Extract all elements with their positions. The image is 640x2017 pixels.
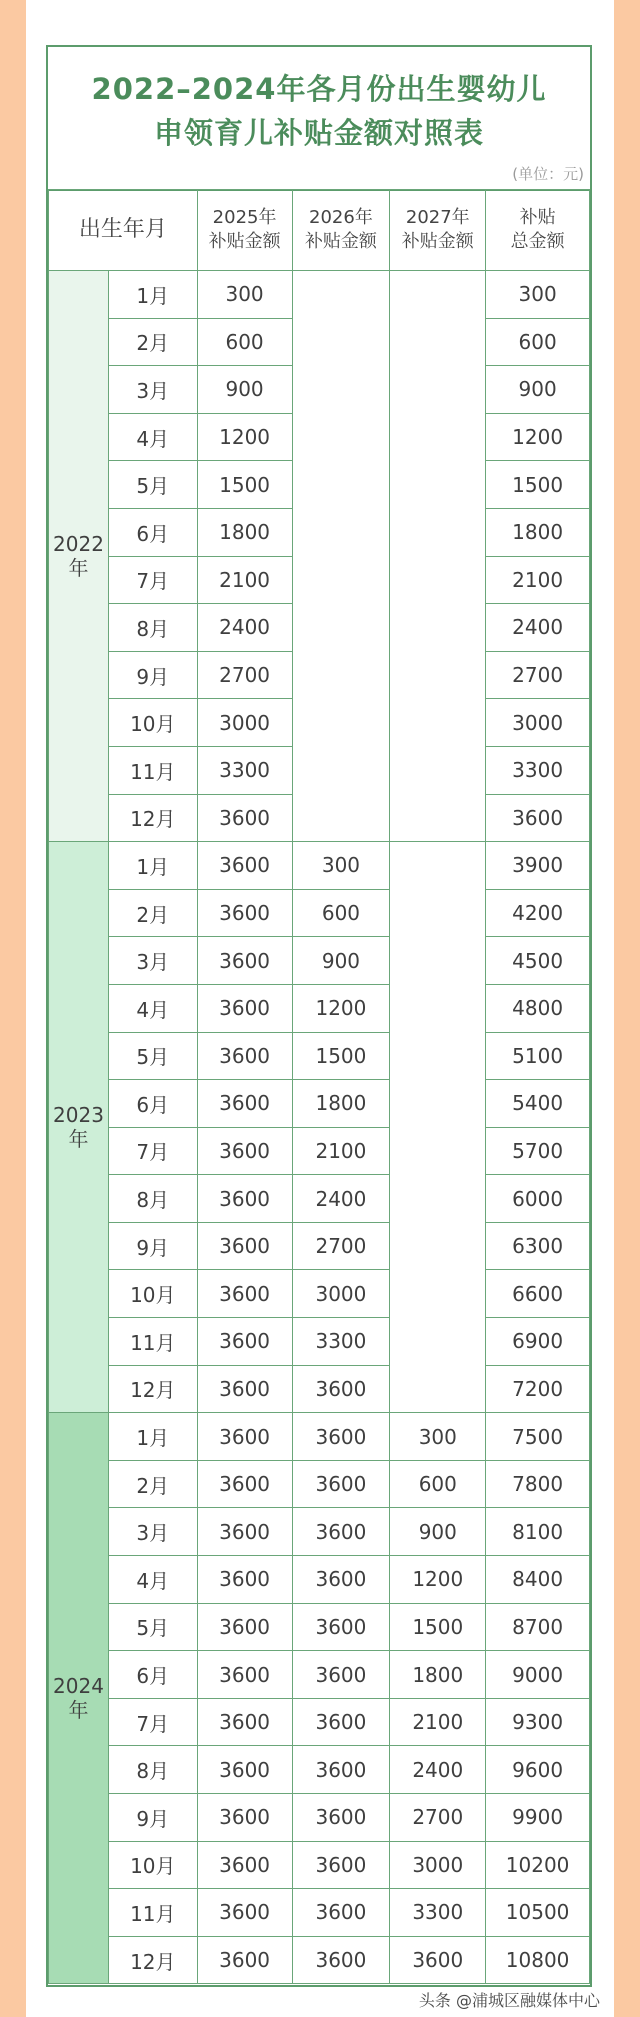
document-sheet <box>26 0 614 2017</box>
watermark: 头条 @浦城区融媒体中心 <box>418 1991 600 2010</box>
amount-total: 1500 <box>486 461 590 509</box>
year-cell <box>49 271 109 842</box>
amount-total: 2100 <box>486 556 590 604</box>
amount-total: 8100 <box>486 1508 590 1556</box>
month-cell: 7月 <box>108 1127 197 1175</box>
amount-2025: 3600 <box>197 1556 292 1604</box>
amount-2027: 1500 <box>390 1603 486 1651</box>
month-cell: 2月 <box>108 1460 197 1508</box>
month-cell: 12月 <box>108 794 197 842</box>
amount-2026: 3600 <box>292 1365 390 1413</box>
amount-2026: 3600 <box>292 1698 390 1746</box>
title-line-1: 2022–2024年各月份出生婴幼儿 <box>91 72 547 106</box>
month-cell: 7月 <box>108 556 197 604</box>
amount-2025: 3600 <box>197 1936 292 1984</box>
amount-2026: 3600 <box>292 1794 390 1842</box>
amount-2025: 3600 <box>197 1318 292 1366</box>
month-cell: 7月 <box>108 1698 197 1746</box>
header-2025-year: 2025年 <box>212 207 277 228</box>
amount-2027: 3600 <box>390 1936 486 1984</box>
table-row <box>49 1222 590 1270</box>
amount-total: 5400 <box>486 1080 590 1128</box>
amount-2026: 3600 <box>292 1508 390 1556</box>
amount-total: 7500 <box>486 1413 590 1461</box>
amount-total: 1200 <box>486 413 590 461</box>
amount-2027: 2700 <box>390 1794 486 1842</box>
header-2027 <box>390 190 486 271</box>
year-suffix: 年 <box>68 556 89 581</box>
amount-total: 4800 <box>486 984 590 1032</box>
amount-2025: 3600 <box>197 1698 292 1746</box>
table-row <box>49 842 590 890</box>
month-cell: 8月 <box>108 1746 197 1794</box>
amount-total: 6900 <box>486 1318 590 1366</box>
table-row <box>49 1651 590 1699</box>
amount-total: 3600 <box>486 794 590 842</box>
amount-2026: 3300 <box>292 1318 390 1366</box>
amount-2025: 3600 <box>197 1841 292 1889</box>
year-suffix: 年 <box>68 1698 89 1723</box>
amount-2027: 1200 <box>390 1556 486 1604</box>
amount-total: 300 <box>486 271 590 319</box>
month-cell: 9月 <box>108 1794 197 1842</box>
table-row <box>49 1556 590 1604</box>
amount-2026: 3600 <box>292 1460 390 1508</box>
amount-total: 8700 <box>486 1603 590 1651</box>
month-cell: 9月 <box>108 651 197 699</box>
amount-2025: 3600 <box>197 1651 292 1699</box>
amount-2027-empty <box>390 271 486 842</box>
table-row <box>49 1794 590 1842</box>
month-cell: 11月 <box>108 1889 197 1937</box>
amount-2025: 900 <box>197 366 292 414</box>
month-cell: 2月 <box>108 318 197 366</box>
table-row <box>49 1413 590 1461</box>
amount-2026: 3600 <box>292 1889 390 1937</box>
amount-2026: 3600 <box>292 1603 390 1651</box>
month-cell: 1月 <box>108 271 197 319</box>
month-cell: 1月 <box>108 842 197 890</box>
table-row <box>49 1508 590 1556</box>
year-number: 2024 <box>53 1674 104 1699</box>
amount-total: 10500 <box>486 1889 590 1937</box>
header-total-line2: 总金额 <box>510 231 565 252</box>
month-cell: 10月 <box>108 699 197 747</box>
amount-2025: 3600 <box>197 1270 292 1318</box>
table-row <box>49 984 590 1032</box>
month-cell: 3月 <box>108 937 197 985</box>
amount-2025: 3600 <box>197 937 292 985</box>
month-cell: 6月 <box>108 508 197 556</box>
amount-total: 1800 <box>486 508 590 556</box>
table-row <box>49 1365 590 1413</box>
table-row <box>49 271 590 319</box>
table-row <box>49 1746 590 1794</box>
amount-2025: 3600 <box>197 794 292 842</box>
header-2026-label: 补贴金额 <box>304 231 377 252</box>
amount-total: 9000 <box>486 1651 590 1699</box>
amount-total: 5700 <box>486 1127 590 1175</box>
table-row <box>49 1698 590 1746</box>
amount-2025: 1200 <box>197 413 292 461</box>
table-row <box>49 1175 590 1223</box>
amount-2025: 1500 <box>197 461 292 509</box>
table-row <box>49 1127 590 1175</box>
header-2025 <box>197 190 292 271</box>
amount-2026: 3600 <box>292 1413 390 1461</box>
table-row <box>49 1841 590 1889</box>
amount-2025: 3600 <box>197 1175 292 1223</box>
month-cell: 6月 <box>108 1651 197 1699</box>
table-row <box>49 1603 590 1651</box>
header-total <box>486 190 590 271</box>
header-row <box>49 190 590 271</box>
year-cell <box>49 842 109 1413</box>
amount-total: 2700 <box>486 651 590 699</box>
amount-2025: 3000 <box>197 699 292 747</box>
table-row <box>49 1032 590 1080</box>
amount-2026: 3600 <box>292 1746 390 1794</box>
amount-2025: 3600 <box>197 1794 292 1842</box>
month-cell: 4月 <box>108 984 197 1032</box>
header-2027-label: 补贴金额 <box>401 231 474 252</box>
month-cell: 12月 <box>108 1936 197 1984</box>
month-cell: 3月 <box>108 1508 197 1556</box>
amount-2025: 600 <box>197 318 292 366</box>
amount-total: 9600 <box>486 1746 590 1794</box>
amount-2026: 900 <box>292 937 390 985</box>
amount-2027-empty <box>390 842 486 1413</box>
amount-2027: 600 <box>390 1460 486 1508</box>
month-cell: 6月 <box>108 1080 197 1128</box>
amount-2026: 2400 <box>292 1175 390 1223</box>
amount-2027: 900 <box>390 1508 486 1556</box>
amount-total: 900 <box>486 366 590 414</box>
header-2027-year: 2027年 <box>405 207 470 228</box>
amount-total: 6000 <box>486 1175 590 1223</box>
table-row <box>49 937 590 985</box>
header-birth: 出生年月 <box>49 190 198 271</box>
amount-2026: 3600 <box>292 1841 390 1889</box>
table-row <box>49 1460 590 1508</box>
month-cell: 4月 <box>108 1556 197 1604</box>
amount-2026: 3600 <box>292 1936 390 1984</box>
amount-2027: 2400 <box>390 1746 486 1794</box>
header-total-line1: 补贴 <box>519 207 556 228</box>
amount-total: 3000 <box>486 699 590 747</box>
month-cell: 10月 <box>108 1270 197 1318</box>
table-row <box>49 1936 590 1984</box>
amount-2027: 300 <box>390 1413 486 1461</box>
amount-2026: 2700 <box>292 1222 390 1270</box>
amount-2026: 1200 <box>292 984 390 1032</box>
amount-total: 10200 <box>486 1841 590 1889</box>
month-cell: 5月 <box>108 461 197 509</box>
amount-total: 9300 <box>486 1698 590 1746</box>
amount-2025: 2700 <box>197 651 292 699</box>
year-number: 2023 <box>53 1103 104 1128</box>
amount-2025: 3600 <box>197 1365 292 1413</box>
amount-2026: 3600 <box>292 1556 390 1604</box>
header-2026 <box>292 190 390 271</box>
month-cell: 5月 <box>108 1603 197 1651</box>
year-suffix: 年 <box>68 1127 89 1152</box>
year-cell <box>49 1413 109 1984</box>
amount-2025: 3300 <box>197 746 292 794</box>
amount-2025: 1800 <box>197 508 292 556</box>
amount-total: 6300 <box>486 1222 590 1270</box>
table-row <box>49 1318 590 1366</box>
month-cell: 5月 <box>108 1032 197 1080</box>
amount-2025: 3600 <box>197 1603 292 1651</box>
month-cell: 12月 <box>108 1365 197 1413</box>
amount-total: 4500 <box>486 937 590 985</box>
table-body <box>49 271 590 1984</box>
month-cell: 3月 <box>108 366 197 414</box>
amount-2025: 3600 <box>197 1032 292 1080</box>
amount-2025: 3600 <box>197 1889 292 1937</box>
amount-2026: 600 <box>292 889 390 937</box>
title-block <box>48 47 590 191</box>
amount-2025: 3600 <box>197 1508 292 1556</box>
month-cell: 1月 <box>108 1413 197 1461</box>
amount-2025: 3600 <box>197 1413 292 1461</box>
amount-2026: 1800 <box>292 1080 390 1128</box>
amount-2026: 3000 <box>292 1270 390 1318</box>
amount-2025: 3600 <box>197 1080 292 1128</box>
table-frame <box>46 45 592 1987</box>
amount-total: 3300 <box>486 746 590 794</box>
month-cell: 11月 <box>108 1318 197 1366</box>
amount-2026-empty <box>292 271 390 842</box>
month-cell: 4月 <box>108 413 197 461</box>
amount-total: 7800 <box>486 1460 590 1508</box>
amount-2026: 2100 <box>292 1127 390 1175</box>
amount-2025: 3600 <box>197 842 292 890</box>
amount-2025: 300 <box>197 271 292 319</box>
amount-total: 600 <box>486 318 590 366</box>
amount-2025: 3600 <box>197 1460 292 1508</box>
amount-total: 6600 <box>486 1270 590 1318</box>
amount-2027: 2100 <box>390 1698 486 1746</box>
year-number: 2022 <box>53 532 104 557</box>
month-cell: 8月 <box>108 604 197 652</box>
amount-2025: 2100 <box>197 556 292 604</box>
amount-total: 9900 <box>486 1794 590 1842</box>
amount-total: 5100 <box>486 1032 590 1080</box>
title-line-2: 申领育儿补贴金额对照表 <box>153 116 484 150</box>
month-cell: 9月 <box>108 1222 197 1270</box>
month-cell: 11月 <box>108 746 197 794</box>
amount-2026: 300 <box>292 842 390 890</box>
table-row <box>49 1270 590 1318</box>
amount-2027: 3000 <box>390 1841 486 1889</box>
amount-total: 8400 <box>486 1556 590 1604</box>
unit-note: (单位：元) <box>512 165 584 183</box>
amount-2027: 1800 <box>390 1651 486 1699</box>
amount-total: 10800 <box>486 1936 590 1984</box>
amount-2026: 3600 <box>292 1651 390 1699</box>
table-row <box>49 1080 590 1128</box>
amount-2025: 3600 <box>197 889 292 937</box>
header-2026-year: 2026年 <box>309 207 373 228</box>
table-row <box>49 889 590 937</box>
month-cell: 10月 <box>108 1841 197 1889</box>
month-cell: 8月 <box>108 1175 197 1223</box>
subsidy-table <box>48 189 590 1984</box>
amount-2025: 3600 <box>197 1127 292 1175</box>
header-2025-label: 补贴金额 <box>208 231 281 252</box>
amount-2027: 3300 <box>390 1889 486 1937</box>
amount-2025: 3600 <box>197 1222 292 1270</box>
amount-2025: 2400 <box>197 604 292 652</box>
amount-total: 4200 <box>486 889 590 937</box>
amount-2025: 3600 <box>197 984 292 1032</box>
amount-total: 2400 <box>486 604 590 652</box>
table-row <box>49 1889 590 1937</box>
amount-2025: 3600 <box>197 1746 292 1794</box>
amount-total: 3900 <box>486 842 590 890</box>
amount-total: 7200 <box>486 1365 590 1413</box>
month-cell: 2月 <box>108 889 197 937</box>
amount-2026: 1500 <box>292 1032 390 1080</box>
